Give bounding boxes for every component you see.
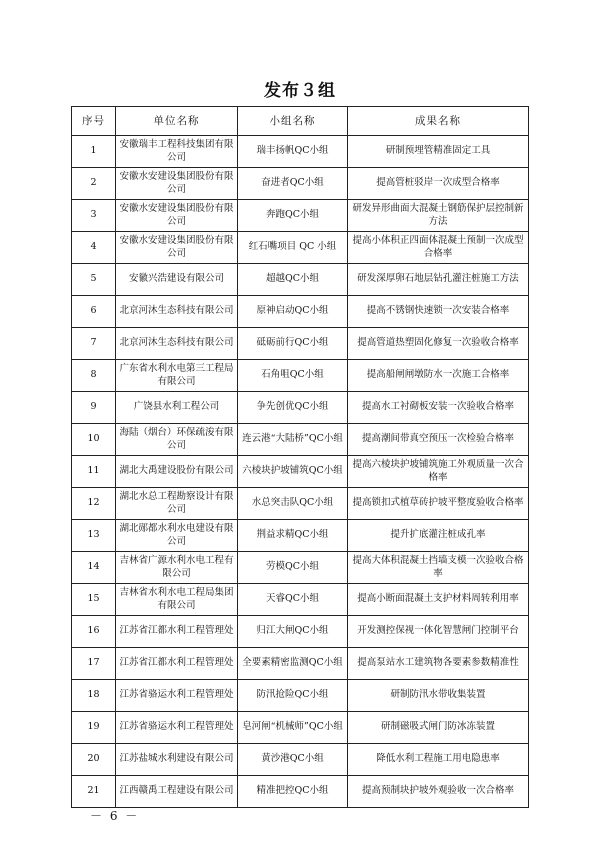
cell-unit: 江苏盐城水利建设有限公司 (116, 744, 238, 776)
cell-group: 荆益求精QC小组 (238, 520, 348, 552)
table-row (72, 520, 529, 552)
cell-group: 精准把控QC小组 (238, 776, 348, 808)
cell-unit: 湖北大禹建设股份有限公司 (116, 456, 238, 488)
table-row (72, 680, 529, 712)
cell-group: 六棱块护坡铺筑QC小组 (238, 456, 348, 488)
table-row (72, 392, 529, 424)
cell-no: 19 (72, 712, 116, 744)
cell-unit: 吉林省水利水电工程局集团有限公司 (116, 584, 238, 616)
cell-unit: 安徽水安建设集团股份有限公司 (116, 200, 238, 232)
cell-result: 提高不锈钢快速锁一次安装合格率 (348, 296, 529, 328)
cell-group: 归江大闸QC小组 (238, 616, 348, 648)
cell-unit: 江苏省骆运水利工程管理处 (116, 712, 238, 744)
cell-unit: 安徽水安建设集团股份有限公司 (116, 232, 238, 264)
cell-unit: 江西赣禹工程建设有限公司 (116, 776, 238, 808)
table-row (72, 616, 529, 648)
table-row (72, 232, 529, 264)
cell-unit: 海陆（烟台）环保疏浚有限公司 (116, 424, 238, 456)
cell-group: 原神启动QC小组 (238, 296, 348, 328)
cell-unit: 安徽水安建设集团股份有限公司 (116, 168, 238, 200)
cell-result: 提高船闸闸墩防水一次施工合格率 (348, 360, 529, 392)
table-row (72, 584, 529, 616)
cell-group: 奔跑QC小组 (238, 200, 348, 232)
header-group: 小组名称 (238, 107, 348, 136)
cell-result: 提高潮间带真空预压一次检验合格率 (348, 424, 529, 456)
cell-unit: 北京河沐生态科技有限公司 (116, 328, 238, 360)
table-row (72, 776, 529, 808)
cell-result: 提高六棱块护坡铺筑施工外观质量一次合格率 (348, 456, 529, 488)
cell-result: 提高小断面混凝土支护材料周转利用率 (348, 584, 529, 616)
cell-group: 防汛抢险QC小组 (238, 680, 348, 712)
cell-result: 提高管道热塑固化修复一次验收合格率 (348, 328, 529, 360)
cell-no: 11 (72, 456, 116, 488)
table-row (72, 456, 529, 488)
cell-group: 石角咀QC小组 (238, 360, 348, 392)
cell-no: 14 (72, 552, 116, 584)
table-row (72, 552, 529, 584)
cell-result: 降低水利工程施工用电隐患率 (348, 744, 529, 776)
table-body (72, 136, 529, 808)
cell-no: 6 (72, 296, 116, 328)
page-number: － 6 － (90, 809, 140, 823)
cell-no: 15 (72, 584, 116, 616)
cell-group: 连云港“大陆桥”QC小组 (238, 424, 348, 456)
cell-result: 提高管桩驳岸一次成型合格率 (348, 168, 529, 200)
table-row (72, 328, 529, 360)
cell-group: 超越QC小组 (238, 264, 348, 296)
cell-unit: 江苏省骆运水利工程管理处 (116, 680, 238, 712)
results-table (71, 106, 529, 808)
table-row (72, 168, 529, 200)
cell-group: 劳模QC小组 (238, 552, 348, 584)
table-row (72, 488, 529, 520)
cell-no: 17 (72, 648, 116, 680)
cell-no: 10 (72, 424, 116, 456)
header-result: 成果名称 (348, 107, 529, 136)
table-row (72, 136, 529, 168)
cell-no: 7 (72, 328, 116, 360)
cell-unit: 湖北水总工程勘察设计有限公司 (116, 488, 238, 520)
table-row (72, 712, 529, 744)
cell-no: 3 (72, 200, 116, 232)
cell-result: 研发异形曲面大混凝土钢筋保护层控制新方法 (348, 200, 529, 232)
cell-no: 13 (72, 520, 116, 552)
cell-no: 16 (72, 616, 116, 648)
cell-unit: 安徽兴浩建设有限公司 (116, 264, 238, 296)
page-title: 发布３组 (264, 81, 336, 101)
cell-result: 提高锁扣式植草砖护坡平整度验收合格率 (348, 488, 529, 520)
cell-result: 提高小体积正四面体混凝土预制一次成型合格率 (348, 232, 529, 264)
table-row (72, 264, 529, 296)
cell-result: 提高泵站水工建筑物各要素参数精准性 (348, 648, 529, 680)
cell-group: 黄沙港QC小组 (238, 744, 348, 776)
cell-no: 9 (72, 392, 116, 424)
cell-unit: 湖北郧都水利水电建设有限公司 (116, 520, 238, 552)
cell-result: 提高大体积混凝土挡墙支模一次验收合格率 (348, 552, 529, 584)
cell-result: 研制磁吸式闸门防冰冻装置 (348, 712, 529, 744)
cell-no: 1 (72, 136, 116, 168)
cell-no: 12 (72, 488, 116, 520)
cell-unit: 吉林省广源水利水电工程有限公司 (116, 552, 238, 584)
cell-unit: 北京河沐生态科技有限公司 (116, 296, 238, 328)
table-row (72, 648, 529, 680)
cell-group: 全要素精密监测QC小组 (238, 648, 348, 680)
cell-unit: 广东省水利水电第三工程局有限公司 (116, 360, 238, 392)
cell-unit: 江苏省江都水利工程管理处 (116, 616, 238, 648)
table-row (72, 744, 529, 776)
cell-result: 研发深厚卵石地层钻孔灌注桩施工方法 (348, 264, 529, 296)
cell-no: 18 (72, 680, 116, 712)
cell-result: 提高水工衬砌板安装一次验收合格率 (348, 392, 529, 424)
cell-group: 水总突击队QC小组 (238, 488, 348, 520)
cell-group: 争先创优QC小组 (238, 392, 348, 424)
cell-group: 奋进者QC小组 (238, 168, 348, 200)
cell-result: 研制预埋管精准固定工具 (348, 136, 529, 168)
cell-no: 4 (72, 232, 116, 264)
cell-no: 2 (72, 168, 116, 200)
cell-unit: 广饶县水利工程公司 (116, 392, 238, 424)
cell-no: 21 (72, 776, 116, 808)
cell-unit: 江苏省江都水利工程管理处 (116, 648, 238, 680)
table-header-row (72, 107, 529, 136)
cell-group: 红石嘴项目 QC 小组 (238, 232, 348, 264)
cell-result: 提高预制块护坡外观验收一次合格率 (348, 776, 529, 808)
table-row (72, 200, 529, 232)
cell-no: 5 (72, 264, 116, 296)
cell-group: 瑞丰扬帆QC小组 (238, 136, 348, 168)
cell-group: 砥砺前行QC小组 (238, 328, 348, 360)
cell-no: 8 (72, 360, 116, 392)
cell-result: 开发测控保视一体化智慧闸门控制平台 (348, 616, 529, 648)
table-row (72, 296, 529, 328)
cell-result: 提升扩底灌注桩成孔率 (348, 520, 529, 552)
cell-result: 研制防汛水带收集装置 (348, 680, 529, 712)
cell-no: 20 (72, 744, 116, 776)
header-unit: 单位名称 (116, 107, 238, 136)
table-row (72, 424, 529, 456)
table-row (72, 360, 529, 392)
cell-group: 天睿QC小组 (238, 584, 348, 616)
header-no: 序号 (72, 107, 116, 136)
cell-unit: 安徽瑞丰工程科技集团有限公司 (116, 136, 238, 168)
cell-group: 皂河闸“机械师”QC小组 (238, 712, 348, 744)
